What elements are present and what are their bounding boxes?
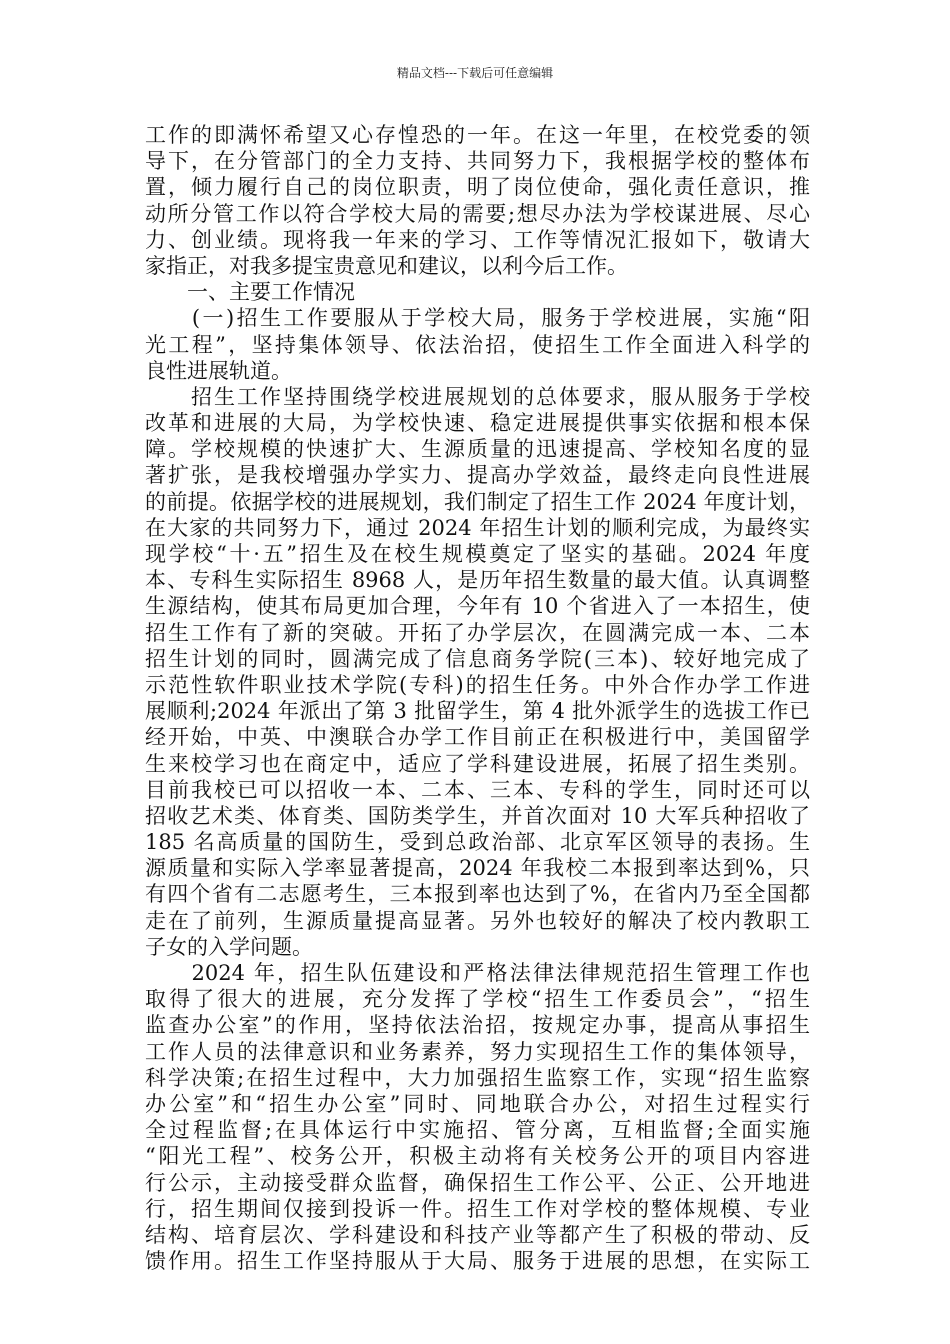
paragraph-line: 生来校学习也在商定中，适应了学科建设进展，拓展了招生类别。 bbox=[145, 751, 810, 776]
paragraph-line: 行，招生期间仅接到投诉一件。招生工作对学校的整体规模、专业 bbox=[145, 1196, 810, 1221]
paragraph-line: 置，倾力履行自己的岗位职责，明了岗位使命，强化责任意识，推 bbox=[145, 175, 810, 200]
paragraph-line: 示范性软件职业技术学院(专科)的招生任务。中外合作办学工作进 bbox=[145, 672, 810, 697]
paragraph-line: 在大家的共同努力下，通过 2024 年招生计划的顺利完成，为最终实 bbox=[145, 515, 810, 540]
paragraph-line: 生源结构，使其布局更加合理，今年有 10 个省进入了一本招生，使 bbox=[145, 594, 810, 619]
paragraph-line: 全过程监督;在具体运行中实施招、管分离，互相监督;全面实施 bbox=[145, 1118, 810, 1143]
paragraph-line: 良性进展轨道。 bbox=[145, 358, 292, 383]
paragraph-line: 展顺利;2024 年派出了第 3 批留学生，第 4 批外派学生的选拔工作已 bbox=[145, 699, 810, 724]
paragraph-line: 招生计划的同时，圆满完成了信息商务学院(三本)、较好地完成了 bbox=[145, 646, 810, 671]
paragraph-line: 经开始，中英、中澳联合办学工作目前正在积极进行中，美国留学 bbox=[145, 725, 810, 750]
paragraph-line: 改革和进展的大局，为学校快速、稳定进展提供事实依据和根本保 bbox=[145, 411, 810, 436]
paragraph-line: 目前我校已可以招收一本、二本、三本、专科的学生，同时还可以 bbox=[145, 777, 810, 802]
paragraph-line: 185 名高质量的国防生，受到总政治部、北京军区领导的表扬。生 bbox=[145, 830, 810, 855]
paragraph-line: 子女的入学问题。 bbox=[145, 934, 313, 959]
paragraph-line: 导下，在分管部门的全力支持、共同努力下，我根据学校的整体布 bbox=[145, 149, 810, 174]
paragraph-line: 招生工作有了新的突破。开拓了办学层次，在圆满完成一本、二本 bbox=[145, 620, 810, 645]
paragraph-line: 监查办公室”的作用，坚持依法治招，按规定办事，提高从事招生 bbox=[145, 1013, 810, 1038]
paragraph-line: 招生工作坚持围绕学校进展规划的总体要求，服从服务于学校 bbox=[145, 384, 810, 409]
paragraph-line: 取得了很大的进展，充分发挥了学校“招生工作委员会”，“招生 bbox=[145, 987, 810, 1012]
paragraph-line: (一)招生工作要服从于学校大局，服务于学校进展，实施“阳 bbox=[145, 306, 810, 331]
document-body bbox=[145, 122, 810, 1274]
paragraph-line: 结构、培育层次、学科建设和科技产业等都产生了积极的带动、反 bbox=[145, 1222, 810, 1247]
paragraph-line: 2024 年，招生队伍建设和严格法律法律规范招生管理工作也 bbox=[145, 961, 810, 985]
paragraph-line: 一、主要工作情况 bbox=[145, 280, 355, 305]
paragraph-line: 办公室”和“招生办公室”同时、同地联合办公，对招生过程实行 bbox=[145, 1091, 810, 1116]
paragraph-line: 招收艺术类、体育类、国防类学生，并首次面对 10 大军兵种招收了 bbox=[145, 803, 810, 828]
paragraph-line: 源质量和实际入学率显著提高，2024 年我校二本报到率达到%，只 bbox=[145, 856, 810, 881]
paragraph-line: 动所分管工作以符合学校大局的需要;想尽办法为学校谋进展、尽心 bbox=[145, 201, 810, 226]
paragraph-line: 有四个省有二志愿考生，三本报到率也达到了%，在省内乃至全国都 bbox=[145, 882, 810, 907]
paragraph-line: 走在了前列，生源质量提高显著。另外也较好的解决了校内教职工 bbox=[145, 908, 810, 933]
paragraph-line: 力、创业绩。现将我一年来的学习、工作等情况汇报如下，敬请大 bbox=[145, 227, 810, 252]
paragraph-line: 现学校“十·五”招生及在校生规模奠定了坚实的基础。2024 年度 bbox=[145, 542, 810, 566]
paragraph-line: “阳光工程”、校务公开，积极主动将有关校务公开的项目内容进 bbox=[145, 1144, 810, 1169]
paragraph-line: 馈作用。招生工作坚持服从于大局、服务于进展的思想，在实际工 bbox=[145, 1249, 810, 1274]
paragraph-line: 科学决策;在招生过程中，大力加强招生监察工作，实现“招生监察 bbox=[145, 1065, 810, 1090]
paragraph-line: 工作的即满怀希望又心存惶恐的一年。在这一年里，在校党委的领 bbox=[145, 123, 810, 147]
paragraph-line: 工作人员的法律意识和业务素养，努力实现招生工作的集体领导， bbox=[145, 1039, 810, 1064]
paragraph-line: 的前提。依据学校的进展规划，我们制定了招生工作 2024 年度计划， bbox=[145, 489, 810, 514]
paragraph-line: 著扩张，是我校增强办学实力、提高办学效益，最终走向良性进展 bbox=[145, 463, 810, 488]
page-header: 精品文档---下载后可任意编辑 bbox=[396, 66, 554, 80]
paragraph-line: 行公示，主动接受群众监督，确保招生工作公平、公正、公开地进 bbox=[145, 1170, 810, 1195]
paragraph-line: 障。学校规模的快速扩大、生源质量的迅速提高、学校知名度的显 bbox=[145, 437, 810, 462]
paragraph-line: 本、专科生实际招生 8968 人，是历年招生数量的最大值。认真调整 bbox=[145, 568, 810, 593]
paragraph-line: 光工程”，坚持集体领导、依法治招，使招生工作全面进入科学的 bbox=[145, 332, 810, 357]
paragraph-line: 家指正，对我多提宝贵意见和建议，以利今后工作。 bbox=[145, 253, 628, 278]
